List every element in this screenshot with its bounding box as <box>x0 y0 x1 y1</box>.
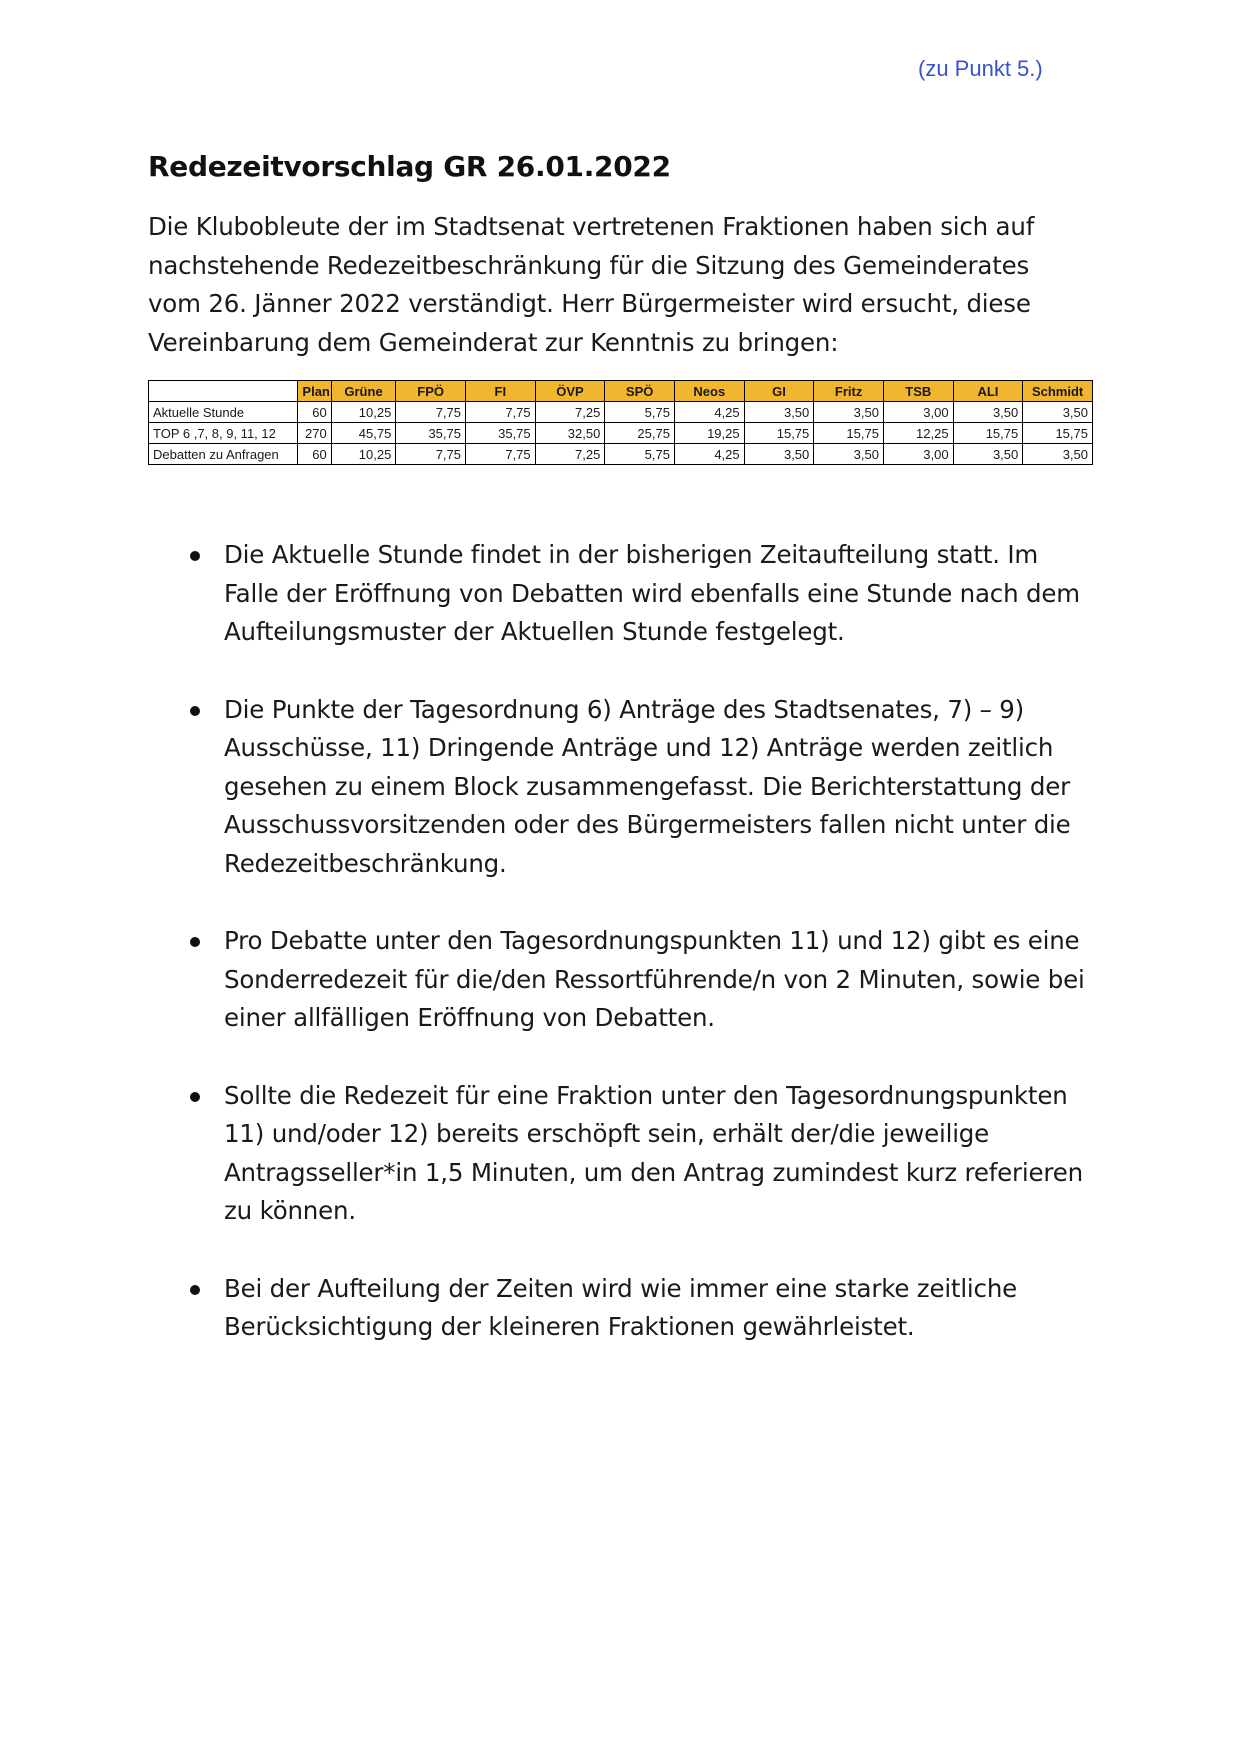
header-cell: FI <box>466 381 536 402</box>
table-cell: 4,25 <box>674 402 744 423</box>
bullet-icon <box>190 551 200 561</box>
bullet-icon <box>190 1285 200 1295</box>
header-cell: Fritz <box>814 381 884 402</box>
table-cell: 3,50 <box>953 402 1023 423</box>
bullet-icon <box>190 1092 200 1102</box>
table-cell: 45,75 <box>331 423 396 444</box>
table-cell: 3,00 <box>883 402 953 423</box>
table-cell: 3,50 <box>744 444 814 465</box>
table-row <box>149 402 1093 423</box>
list-item <box>148 1077 1098 1231</box>
table-cell: 35,75 <box>396 423 466 444</box>
table-cell: 7,75 <box>466 444 536 465</box>
table-cell: 15,75 <box>814 423 884 444</box>
table-cell: 3,50 <box>814 402 884 423</box>
table-cell: 60 <box>298 444 331 465</box>
list-item-text: Sollte die Redezeit für eine Fraktion unter den Tagesordnungspunkten 11) und/oder 12) bereits erschöpft sein, erhält der/die jeweilige Antragsseller*in 1,5 Minuten, um den Antrag zumindest kurz referieren zu können. <box>224 1080 1083 1225</box>
table-cell: 25,75 <box>605 423 675 444</box>
header-cell: TSB <box>883 381 953 402</box>
table-cell: 4,25 <box>674 444 744 465</box>
table-row <box>149 444 1093 465</box>
header-cell: ALI <box>953 381 1023 402</box>
list-item-text: Die Punkte der Tagesordnung 6) Anträge des Stadtsenates, 7) – 9) Ausschüsse, 11) Dringende Anträge und 12) Anträge werden zeitlich gesehen zu einem Block zusammengefasst. Die Berichterstattung der Ausschussvorsitzenden oder des Bürgermeisters fallen nicht unter die Redezeitbeschränkung. <box>224 694 1071 878</box>
header-cell: Grüne <box>331 381 396 402</box>
table-cell: 3,50 <box>953 444 1023 465</box>
list-item <box>148 691 1098 884</box>
table-cell: 10,25 <box>331 444 396 465</box>
table-cell: 270 <box>298 423 331 444</box>
row-label: TOP 6 ,7, 8, 9, 11, 12 <box>149 423 298 444</box>
header-cell: Neos <box>674 381 744 402</box>
reference-note: (zu Punkt 5.) <box>918 56 1043 81</box>
list-item-text: Bei der Aufteilung der Zeiten wird wie immer eine starke zeitliche Berücksichtigung der kleineren Fraktionen gewährleistet. <box>224 1273 1018 1341</box>
table-cell: 3,50 <box>744 402 814 423</box>
table-cell: 12,25 <box>883 423 953 444</box>
intro-paragraph: Die Klubobleute der im Stadtsenat vertretenen Fraktionen haben sich auf nachstehende Redezeitbeschränkung für die Sitzung des Gemeinderates vom 26. Jänner 2022 verständigt. Herr Bürgermeister wird ersucht, diese Vereinbarung dem Gemeinderat zur Kenntnis zu bringen: <box>148 212 1035 357</box>
row-label: Aktuelle Stunde <box>149 402 298 423</box>
header-cell: Plan <box>298 381 331 402</box>
header-cell: FPÖ <box>396 381 466 402</box>
header-cell: Schmidt <box>1023 381 1093 402</box>
header-cell: SPÖ <box>605 381 675 402</box>
document-title: Redezeitvorschlag GR 26.01.2022 <box>148 150 671 183</box>
list-item-text: Pro Debatte unter den Tagesordnungspunkten 11) und 12) gibt es eine Sonderredezeit für die/den Ressortführende/n von 2 Minuten, sowie bei einer allfälligen Eröffnung von Debatten. <box>224 926 1085 1032</box>
bullet-icon <box>190 937 200 947</box>
table-cell: 15,75 <box>953 423 1023 444</box>
table-cell: 19,25 <box>674 423 744 444</box>
table-cell: 32,50 <box>535 423 605 444</box>
table-cell: 5,75 <box>605 444 675 465</box>
list-item <box>148 1270 1098 1347</box>
table-cell: 3,50 <box>814 444 884 465</box>
table-cell: 60 <box>298 402 331 423</box>
table-cell: 3,50 <box>1023 444 1093 465</box>
table-cell: 10,25 <box>331 402 396 423</box>
table-cell: 5,75 <box>605 402 675 423</box>
table-cell: 7,75 <box>396 444 466 465</box>
table-cell: 7,75 <box>466 402 536 423</box>
header-cell: GI <box>744 381 814 402</box>
speaking-time-table <box>148 380 1093 465</box>
table-header-row <box>149 381 1093 402</box>
header-cell: ÖVP <box>535 381 605 402</box>
list-item <box>148 536 1098 652</box>
table-cell: 3,50 <box>1023 402 1093 423</box>
table-cell: 35,75 <box>466 423 536 444</box>
table-cell: 15,75 <box>1023 423 1093 444</box>
table-cell: 3,00 <box>883 444 953 465</box>
table-cell: 15,75 <box>744 423 814 444</box>
table-cell: 7,25 <box>535 444 605 465</box>
header-cell <box>149 381 298 402</box>
provisions-list <box>148 536 1098 1386</box>
list-item-text: Die Aktuelle Stunde findet in der bisherigen Zeitaufteilung statt. Im Falle der Eröffnung von Debatten wird ebenfalls eine Stunde nach dem Aufteilungsmuster der Aktuellen Stunde festgelegt. <box>224 540 1080 646</box>
list-item <box>148 922 1098 1038</box>
row-label: Debatten zu Anfragen <box>149 444 298 465</box>
table-cell: 7,75 <box>396 402 466 423</box>
bullet-icon <box>190 706 200 716</box>
table-cell: 7,25 <box>535 402 605 423</box>
table-row <box>149 423 1093 444</box>
